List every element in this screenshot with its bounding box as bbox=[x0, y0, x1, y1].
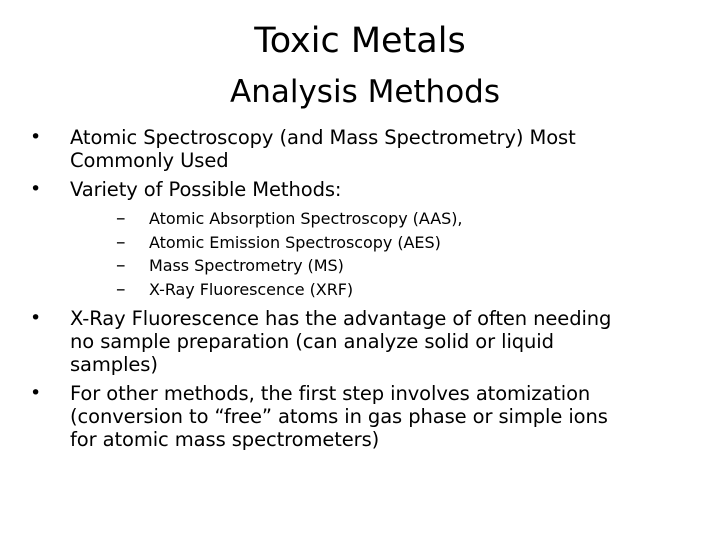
bullet-marker: • bbox=[30, 382, 42, 404]
bullet-item bbox=[26, 178, 706, 301]
bullet-line: samples) bbox=[70, 353, 158, 376]
bullet-line: Atomic Spectroscopy (and Mass Spectrometry) Most bbox=[70, 126, 576, 149]
method-text: Atomic Emission Spectroscopy (AES) bbox=[149, 232, 441, 252]
bullet-line: X-Ray Fluorescence has the advantage of often needing bbox=[70, 307, 612, 330]
bullet-marker: • bbox=[30, 126, 42, 148]
method-text: Atomic Absorption Spectroscopy (AAS), bbox=[149, 209, 463, 228]
method-item bbox=[70, 254, 706, 278]
method-item bbox=[70, 231, 706, 255]
bullet-line: (conversion to “free” atoms in gas phase or simple ions bbox=[70, 405, 608, 428]
bullet-line: for atomic mass spectrometers) bbox=[70, 428, 380, 451]
bullet-item bbox=[26, 126, 706, 172]
dash-marker: – bbox=[116, 230, 126, 253]
bullet-marker: • bbox=[30, 307, 42, 329]
bullet-line: no sample preparation (can analyze solid or liquid bbox=[70, 330, 554, 353]
bullet-item bbox=[26, 307, 706, 376]
bullet-marker: • bbox=[30, 178, 42, 200]
method-text: X-Ray Fluorescence (XRF) bbox=[149, 279, 354, 299]
bullet-line: Variety of Possible Methods: bbox=[70, 178, 342, 201]
dash-marker: – bbox=[116, 254, 126, 276]
bullet-line: For other methods, the first step involves atomization bbox=[70, 382, 591, 405]
bullet-list bbox=[26, 126, 706, 457]
method-item bbox=[70, 207, 706, 231]
slide-subtitle: Analysis Methods bbox=[230, 74, 500, 110]
method-text: Mass Spectrometry (MS) bbox=[149, 256, 344, 275]
dash-marker: – bbox=[116, 207, 126, 229]
bullet-item bbox=[26, 382, 706, 451]
method-item bbox=[70, 278, 706, 302]
methods-sublist bbox=[70, 207, 706, 301]
bullet-line: Commonly Used bbox=[70, 149, 229, 172]
dash-marker: – bbox=[116, 277, 126, 300]
slide-title: Toxic Metals bbox=[254, 21, 466, 61]
